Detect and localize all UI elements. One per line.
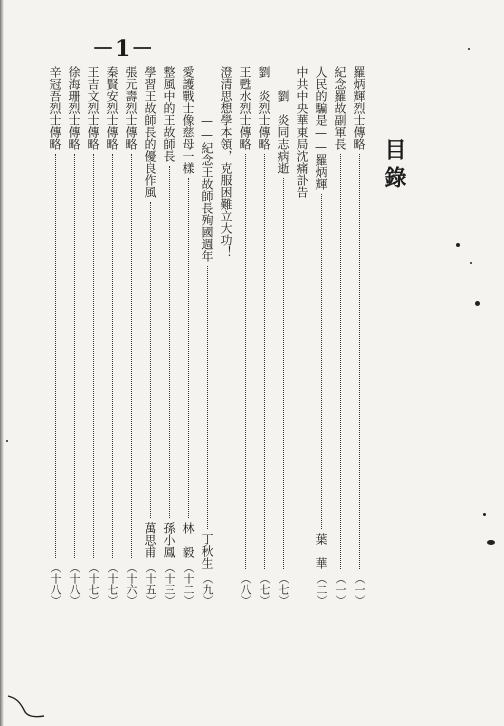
toc-entry-author: 萬思甫 (143, 522, 157, 558)
toc-entry-page: （十八） (68, 562, 81, 606)
leader-dots (74, 154, 75, 558)
toc-entry (257, 66, 271, 606)
leader-dots (321, 194, 322, 529)
toc-entry-page: （八） (239, 573, 252, 606)
toc-entry-title: 中共中央華東局沈痛訃告 (295, 66, 309, 198)
toc-entry-page: （一） (353, 573, 366, 606)
page-title: 目錄 (381, 138, 407, 194)
toc-entry (124, 66, 138, 606)
leader-dots (131, 154, 132, 558)
leader-dots (169, 166, 170, 518)
leader-dots (112, 154, 113, 558)
leader-dots (245, 154, 246, 569)
leader-dots (340, 154, 341, 569)
scan-speck (483, 513, 486, 516)
toc-entry-title: 人民的騙是——羅炳輝 (314, 66, 328, 190)
leader-dots (207, 266, 208, 529)
toc-entry-title: 劉 炎烈士傳略 (257, 66, 271, 150)
toc-entry-author: 孫小鳳 (162, 522, 176, 558)
leader-dots (188, 178, 189, 518)
leader-dots (55, 154, 56, 558)
toc-entry-title: 張元壽烈士傳略 (124, 66, 138, 150)
scan-speck (6, 440, 8, 442)
toc-entry-page: （七） (277, 573, 290, 606)
toc-entry (333, 66, 347, 606)
toc-entry (105, 66, 119, 606)
toc-entry-page: （十三） (163, 562, 176, 606)
toc-entry (276, 66, 290, 606)
toc-entry (48, 66, 62, 606)
toc-entry-title: 徐海珊烈士傳略 (67, 66, 81, 150)
toc-entry-page: （一） (334, 573, 347, 606)
toc-entry-title: 羅炳輝烈士傳略 (352, 66, 366, 150)
toc-entry-page: （十五） (144, 562, 157, 606)
toc-entry-page: （十七） (106, 562, 119, 606)
toc-entry (86, 66, 100, 606)
toc-entry-title: 澄清思想學本領，克服困難立大功！ (219, 66, 233, 258)
toc-entry (181, 66, 195, 606)
toc-entry-title: 愛護戰士像慈母一樣 (181, 66, 195, 174)
leader-dots (283, 178, 284, 569)
scan-speck (487, 540, 495, 545)
scan-speck (475, 301, 480, 306)
toc-entry-title: 紀念羅故副軍長 (333, 66, 347, 150)
toc-entry (295, 66, 309, 606)
leader-dots (150, 202, 151, 518)
toc-entry-author: 林 毅 (181, 522, 195, 558)
toc-entry-title: 秦賢安烈士傳略 (105, 66, 119, 150)
toc-entry-author: 葉 華 (314, 533, 328, 569)
toc-entry (200, 66, 214, 606)
toc-entry-page: （九） (201, 573, 214, 606)
toc-entry (143, 66, 157, 606)
leader-dots (359, 154, 360, 569)
toc-entry-title: 王吉文烈士傳略 (86, 66, 100, 150)
toc-entry-author: 丁秋生 (200, 533, 214, 569)
scan-edge-shadow (0, 0, 4, 726)
page-number: －1－ (92, 36, 155, 62)
scan-speck (468, 48, 470, 50)
toc-entry (67, 66, 81, 606)
toc-entry-title: 王甦水烈士傳略 (238, 66, 252, 150)
toc-entry (219, 66, 233, 606)
toc-entry-title: 整風中的王故師長 (162, 66, 176, 162)
toc-entry (352, 66, 366, 606)
toc-entry-page: （七） (258, 573, 271, 606)
toc-entry-title: ——紀念王故師長殉國週年 (200, 114, 214, 262)
scan-speck (456, 243, 460, 247)
toc-entry (162, 66, 176, 606)
toc-entry-title: 學習王故師長的優良作風 (143, 66, 157, 198)
leader-dots (93, 154, 94, 558)
toc-entry-page: （十八） (49, 562, 62, 606)
toc-entry-title: 辛冠吾烈士傳略 (48, 66, 62, 150)
toc-entry (238, 66, 252, 606)
toc-entry-page: （十六） (125, 562, 138, 606)
toc-entry-page: （二） (315, 573, 328, 606)
toc-entry-title: 劉 炎同志病逝 (276, 90, 290, 174)
toc-entry (314, 66, 328, 606)
scan-speck (470, 262, 472, 264)
toc-entry-page: （十七） (87, 562, 100, 606)
leader-dots (264, 154, 265, 569)
toc-entry-page: （十二） (182, 562, 195, 606)
pen-mark (6, 690, 46, 720)
